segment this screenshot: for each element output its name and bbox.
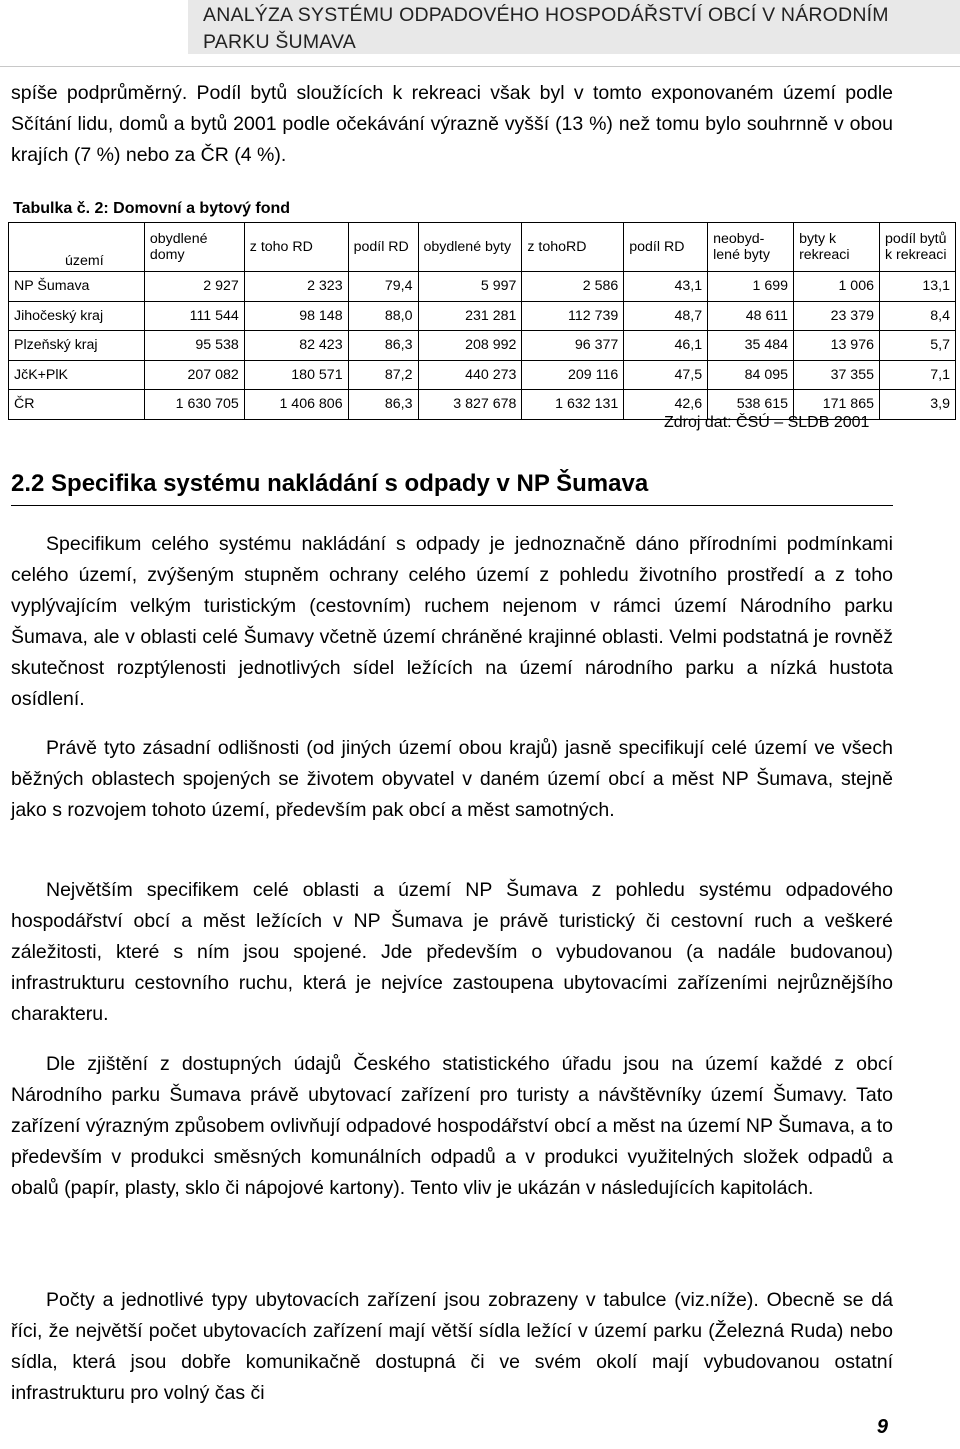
header-podil-rd-1: podíl RD — [348, 223, 418, 272]
cell: 48,7 — [624, 301, 708, 331]
table-caption: Tabulka č. 2: Domovní a bytový fond — [13, 200, 291, 217]
cell: 1 699 — [708, 272, 794, 302]
cell: 42,6 — [624, 390, 708, 420]
cell: 207 082 — [144, 360, 244, 390]
cell: 180 571 — [244, 360, 348, 390]
cell: 231 281 — [418, 301, 522, 331]
table-row — [9, 360, 956, 390]
cell: 82 423 — [244, 331, 348, 361]
cell: 86,3 — [348, 390, 418, 420]
cell: 79,4 — [348, 272, 418, 302]
cell: 3,9 — [879, 390, 955, 420]
header-obydlene-byty: obydlené byty — [418, 223, 522, 272]
cell: 1 006 — [794, 272, 880, 302]
cell: 1 406 806 — [244, 390, 348, 420]
cell: 171 865 — [794, 390, 880, 420]
cell: 112 739 — [522, 301, 624, 331]
cell: 46,1 — [624, 331, 708, 361]
header-podil-rd-2: podíl RD — [624, 223, 708, 272]
page-number: 9 — [876, 1416, 888, 1438]
header-podil-bytu-k-rekreaci: podíl bytů k rekreaci — [879, 223, 955, 272]
section-title: 2.2 Specifika systému nakládání s odpady v NP Šumava — [11, 470, 649, 497]
cell: 2 927 — [144, 272, 244, 302]
cell: 47,5 — [624, 360, 708, 390]
header-neobydlene-byty: neobyd- lené byty — [708, 223, 794, 272]
cell: 84 095 — [708, 360, 794, 390]
cell: 13,1 — [879, 272, 955, 302]
body-paragraph-3: Největším specifikem celé oblasti a území NP Šumava z pohledu systému odpadového hospodářství obcí a měst ležících v NP Šumava je právě turistický či cestovní ruch a veškeré záležitosti, které s ním jsou spojené. Jde především o vybudovanou (a nadále budovanou) infrastrukturu cestovního ruchu, která je nejvíce zastoupena ubytovacími zařízeními nejrůznějšího charakteru. — [11, 879, 893, 1025]
cell: 7,1 — [879, 360, 955, 390]
header-line-2: PARKU ŠUMAVA — [203, 31, 357, 53]
cell-region: ČR — [9, 390, 145, 420]
header-uzemi: území — [9, 223, 145, 272]
table-row — [9, 272, 956, 302]
header-obydlene-domy: obydlené domy — [144, 223, 244, 272]
header-byty-k-rekreaci: byty k rekreaci — [794, 223, 880, 272]
table-row — [9, 331, 956, 361]
cell: 88,0 — [348, 301, 418, 331]
section-rule — [11, 505, 893, 506]
cell: 5 997 — [418, 272, 522, 302]
cell: 1 630 705 — [144, 390, 244, 420]
cell: 5,7 — [879, 331, 955, 361]
header-divider — [0, 66, 960, 67]
cell: 48 611 — [708, 301, 794, 331]
header-z-toho-rd: z toho RD — [244, 223, 348, 272]
cell: 43,1 — [624, 272, 708, 302]
cell: 111 544 — [144, 301, 244, 331]
cell: 1 632 131 — [522, 390, 624, 420]
cell: 208 992 — [418, 331, 522, 361]
cell: 95 538 — [144, 331, 244, 361]
table-row — [9, 301, 956, 331]
header-z-tohord: z tohoRD — [522, 223, 624, 272]
running-header — [203, 2, 943, 56]
housing-table — [8, 222, 956, 420]
body-paragraph-5: Počty a jednotlivé typy ubytovacích zařízení jsou zobrazeny v tabulce (viz.níže). Obecně se dá říci, že největší počet ubytovacích zařízení mají větší sídla ležící v území parku (Železná Ruda) nebo sídla, která jsou dobře komunikačně dostupná či ve svém okolí mají vybudovanou ostatní infrastrukturu pro volný čas či — [11, 1289, 893, 1404]
body-paragraph-2: Právě tyto zásadní odlišnosti (od jiných území obou krajů) jasně specifikují celé území ve všech běžných oblastech spojených se životem obyvatel v daném území obcí a měst NP Šumava, stejně jako s rozvojem tohoto území, především pak obcí a měst samotných. — [11, 737, 893, 821]
header-line-1: ANALÝZA SYSTÉMU ODPADOVÉHO HOSPODÁŘSTVÍ OBCÍ V NÁRODNÍM — [203, 4, 889, 26]
table-header-row — [9, 223, 956, 272]
cell: 209 116 — [522, 360, 624, 390]
cell: 538 615 — [708, 390, 794, 420]
cell: 13 976 — [794, 331, 880, 361]
cell: 8,4 — [879, 301, 955, 331]
cell: 35 484 — [708, 331, 794, 361]
cell: 37 355 — [794, 360, 880, 390]
cell: 87,2 — [348, 360, 418, 390]
cell-region: Jihočeský kraj — [9, 301, 145, 331]
cell: 2 323 — [244, 272, 348, 302]
cell: 96 377 — [522, 331, 624, 361]
cell-region: Plzeňský kraj — [9, 331, 145, 361]
cell: 98 148 — [244, 301, 348, 331]
cell: 23 379 — [794, 301, 880, 331]
body-paragraph-1: Specifikum celého systému nakládání s odpady je jednoznačně dáno přírodními podmínkami celého území, zvýšeným stupněm ochrany celého území z pohledu životního prostředí a z toho vyplývajícím velkým turistickým (cestovním) ruchem nejenom v rámci území Národního parku Šumava, ale v oblasti celé Šumavy včetně území chráněné krajinné oblasti. Velmi podstatná je rovněž skutečnost rozptýlenosti jednotlivých sídel ležících na území národního parku a nízká hustota osídlení. — [11, 533, 893, 710]
cell-region: JčK+PlK — [9, 360, 145, 390]
cell: 2 586 — [522, 272, 624, 302]
body-paragraph-4: Dle zjištění z dostupných údajů Českého statistického úřadu jsou na území každé z obcí Národního parku Šumava právě ubytovací zařízení pro turisty a návštěvníky území Šumavy. Tato zařízení výrazným způsobem ovlivňují odpadové hospodářství obcí a měst na území NP Šumava, a to především v produkci směsných komunálních odpadů a v produkci využitelných složek odpadů a obalů (papír, plasty, sklo či nápojové kartony). Tento vliv je ukázán v následujících kapitolách. — [11, 1053, 893, 1199]
table-source: Zdroj dat: ČSÚ – SLDB 2001 — [664, 414, 870, 431]
cell: 3 827 678 — [418, 390, 522, 420]
cell: 440 273 — [418, 360, 522, 390]
cell-region: NP Šumava — [9, 272, 145, 302]
intro-paragraph: spíše podprůměrný. Podíl bytů sloužících k rekreaci však byl v tomto exponovaném území podle Sčítání lidu, domů a bytů 2001 podle očekávání výrazně vyšší (13 %) než tomu bylo souhrnně v obou krajích (7 %) nebo za ČR (4 %). — [11, 82, 893, 166]
cell: 86,3 — [348, 331, 418, 361]
